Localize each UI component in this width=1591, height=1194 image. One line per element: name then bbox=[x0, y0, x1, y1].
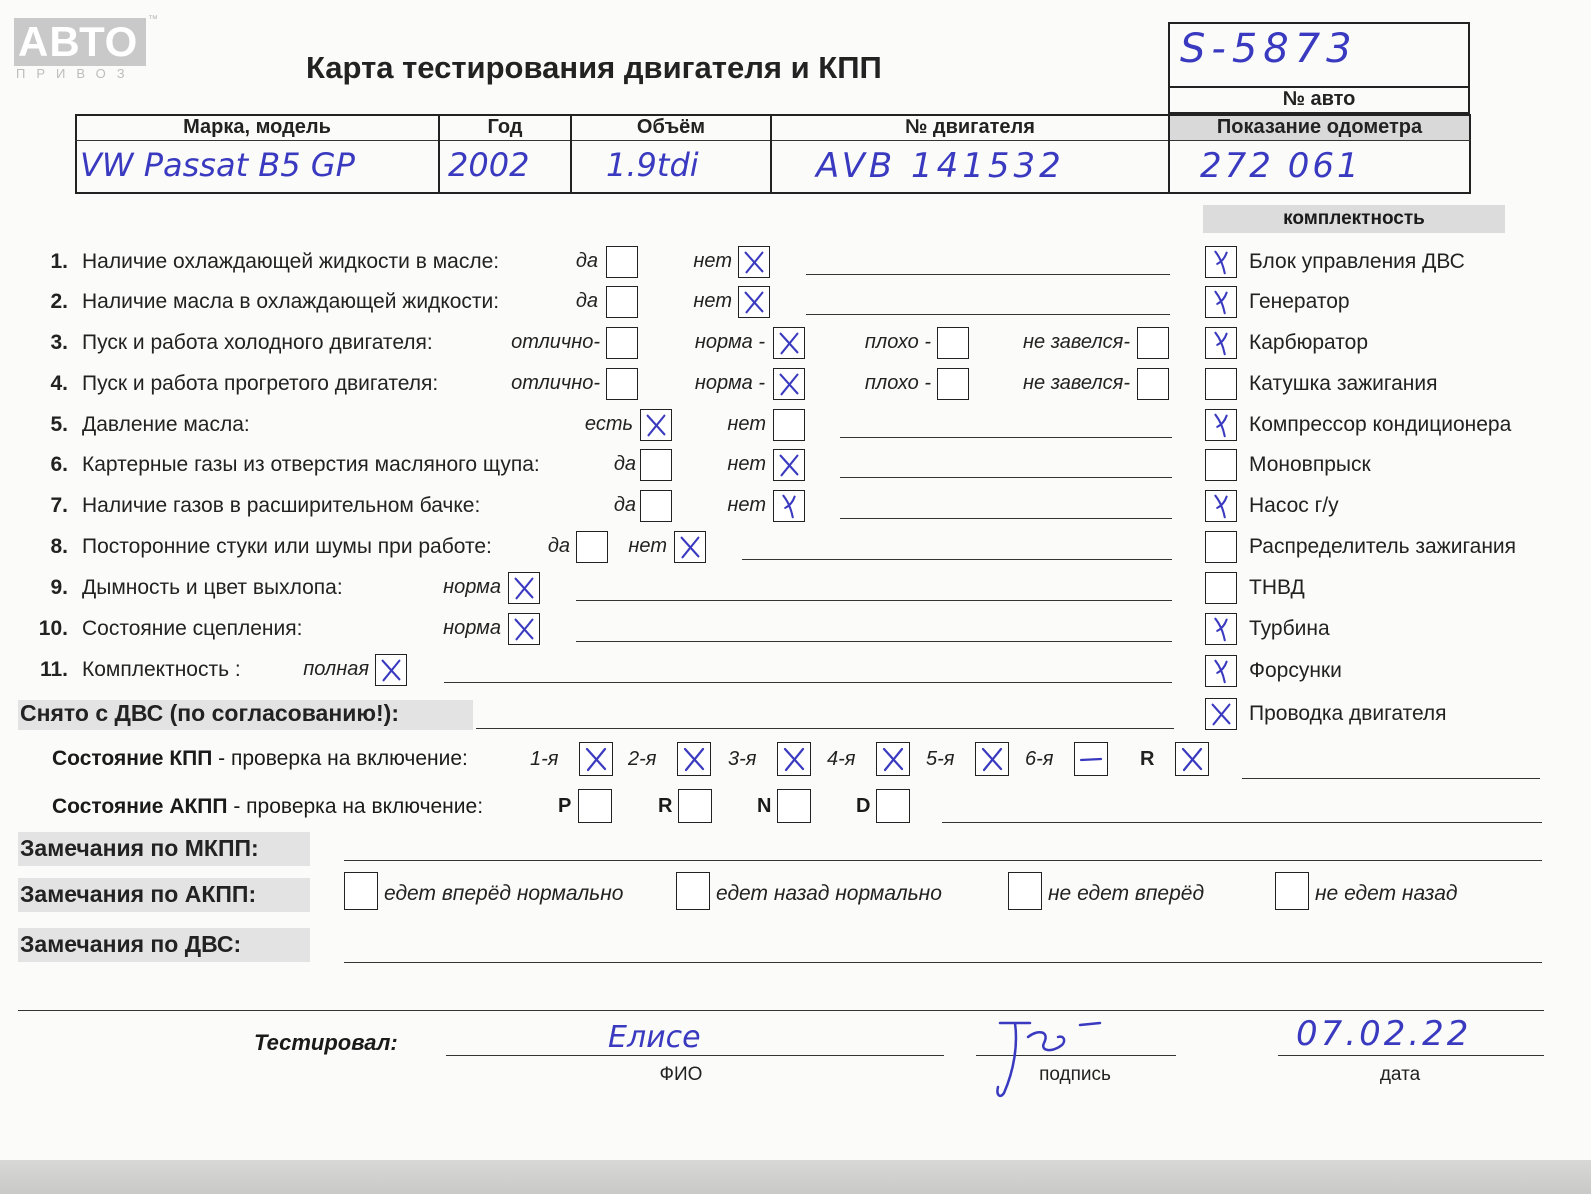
question-number: 7. bbox=[50, 494, 68, 517]
answer-line[interactable] bbox=[576, 600, 1172, 601]
option-label: да bbox=[547, 535, 570, 557]
akpp-remark-label: едет вперёд нормально bbox=[384, 882, 624, 905]
option-label: нет bbox=[727, 453, 766, 475]
kit-item-label: Карбюратор bbox=[1249, 331, 1369, 354]
question-number: 4. bbox=[50, 372, 68, 395]
kit-item-label: Распределитель зажигания bbox=[1249, 535, 1517, 558]
option-checkbox[interactable] bbox=[937, 368, 969, 400]
akpp-mode-label: P bbox=[558, 795, 572, 817]
akpp-mode-label: D bbox=[856, 795, 871, 817]
akpp-mode-checkbox[interactable] bbox=[777, 789, 811, 823]
kpp-label bbox=[52, 747, 468, 771]
option-label: норма - bbox=[694, 331, 765, 353]
option-label: да bbox=[613, 453, 636, 475]
fio-line[interactable] bbox=[446, 1055, 944, 1056]
akpp-mode-checkbox[interactable] bbox=[876, 789, 910, 823]
akpp-mode-label: R bbox=[658, 795, 673, 817]
kit-item-label: Моновпрыск bbox=[1249, 453, 1371, 476]
make-model-value: VW Passat B5 GP bbox=[80, 146, 355, 184]
scan-edge bbox=[0, 1160, 1591, 1194]
akpp-remark-label: не едет назад bbox=[1315, 882, 1458, 905]
option-checkbox[interactable] bbox=[508, 572, 540, 604]
question-text: Состояние сцепления: bbox=[82, 617, 303, 640]
question-text: Давление масла: bbox=[82, 413, 250, 436]
gear-checkbox[interactable] bbox=[876, 742, 910, 776]
question-text: Пуск и работа холодного двигателя: bbox=[82, 331, 433, 354]
page-title: Карта тестирования двигателя и КПП bbox=[306, 50, 882, 85]
kit-item-label: Компрессор кондиционера bbox=[1249, 413, 1512, 436]
kit-checkbox[interactable] bbox=[1205, 449, 1237, 481]
header-divider bbox=[75, 140, 1471, 141]
kit-checkbox[interactable] bbox=[1205, 698, 1237, 730]
akpp-line[interactable] bbox=[942, 822, 1542, 823]
remarks-mkpp-label: Замечания по МКПП: bbox=[20, 835, 259, 861]
akpp-remark-checkbox[interactable] bbox=[676, 872, 710, 910]
option-label: не завелся- bbox=[1023, 372, 1130, 394]
gear-checkbox[interactable] bbox=[777, 742, 811, 776]
kit-checkbox[interactable] bbox=[1205, 368, 1237, 400]
col-make-model: Марка, модель bbox=[183, 116, 331, 138]
remarks-akpp-label: Замечания по АКПП: bbox=[20, 881, 257, 907]
kit-item-label: ТНВД bbox=[1249, 576, 1305, 599]
kit-item-label: Турбина bbox=[1249, 617, 1330, 640]
remarks-mkpp-line[interactable] bbox=[344, 860, 1542, 861]
gear-checkbox[interactable] bbox=[677, 742, 711, 776]
gear-checkbox[interactable] bbox=[1074, 742, 1108, 776]
car-no-value: S-5873 bbox=[1180, 26, 1358, 72]
akpp-label bbox=[52, 795, 483, 819]
remarks-dvs-line-2[interactable] bbox=[18, 1010, 1544, 1011]
fio-value: Елисе bbox=[608, 1020, 701, 1055]
akpp-mode-label: N bbox=[757, 795, 772, 817]
kit-checkbox[interactable] bbox=[1205, 572, 1237, 604]
kit-checkbox[interactable] bbox=[1205, 327, 1237, 359]
gear-label: 3-я bbox=[728, 748, 757, 770]
option-label: есть bbox=[584, 413, 633, 435]
logo-text: АВТО bbox=[18, 18, 139, 65]
question-text: Комплектность : bbox=[82, 658, 241, 681]
kit-title: комплектность bbox=[1203, 205, 1505, 233]
question-text: Дымность и цвет выхлопа: bbox=[82, 576, 343, 599]
akpp-remark-label: не едет вперёд bbox=[1048, 882, 1205, 905]
akpp-mode-checkbox[interactable] bbox=[578, 789, 612, 823]
akpp-label-bold: Состояние АКПП bbox=[52, 795, 228, 818]
kit-item-label: Форсунки bbox=[1249, 659, 1342, 682]
answer-line[interactable] bbox=[806, 274, 1170, 275]
option-checkbox[interactable] bbox=[508, 613, 540, 645]
question-number: 9. bbox=[50, 576, 68, 599]
option-checkbox[interactable] bbox=[773, 449, 805, 481]
kit-item-label: Насос г/у bbox=[1249, 494, 1339, 517]
gear-label: 5-я bbox=[926, 748, 955, 770]
question-number: 3. bbox=[50, 331, 68, 354]
question-number: 8. bbox=[50, 535, 68, 558]
question-number: 11. bbox=[39, 658, 68, 681]
question-number: 1. bbox=[50, 250, 68, 273]
option-label: нет bbox=[693, 250, 732, 272]
kpp-line[interactable] bbox=[1242, 778, 1540, 779]
kpp-label-bold: Состояние КПП bbox=[52, 747, 213, 770]
sign-caption: подпись bbox=[1039, 1064, 1111, 1085]
answer-line[interactable] bbox=[576, 641, 1172, 642]
answer-line[interactable] bbox=[840, 437, 1172, 438]
option-label: норма bbox=[443, 576, 501, 598]
option-label: норма bbox=[443, 617, 501, 639]
question-number: 2. bbox=[50, 290, 68, 313]
question-text: Наличие охлаждающей жидкости в масле: bbox=[82, 250, 500, 273]
option-label: да bbox=[575, 290, 598, 312]
date-caption: дата bbox=[1379, 1064, 1421, 1085]
removed-label: Снято с ДВС (по согласованию!): bbox=[20, 700, 399, 726]
akpp-remark-label: едет назад нормально bbox=[716, 882, 942, 905]
question-number: 6. bbox=[50, 453, 68, 476]
kit-item-label: Катушка зажигания bbox=[1249, 372, 1438, 395]
option-label: нет bbox=[628, 535, 667, 557]
answer-line[interactable] bbox=[742, 559, 1172, 560]
logo-tm: ™ bbox=[148, 14, 158, 25]
option-label: плохо - bbox=[864, 331, 931, 353]
tested-by-label: Тестировал: bbox=[254, 1030, 398, 1055]
question-text: Посторонние стуки или шумы при работе: bbox=[82, 535, 492, 558]
kpp-label-rest: - проверка на включение: bbox=[212, 747, 468, 770]
kit-checkbox[interactable] bbox=[1205, 246, 1237, 278]
kit-checkbox[interactable] bbox=[1205, 613, 1237, 645]
gear-checkbox[interactable] bbox=[1175, 742, 1209, 776]
option-checkbox[interactable] bbox=[937, 327, 969, 359]
option-checkbox[interactable] bbox=[674, 531, 706, 563]
option-label: плохо - bbox=[864, 372, 931, 394]
question-text: Наличие газов в расширительном бачке: bbox=[82, 494, 481, 517]
question-text: Пуск и работа прогретого двигателя: bbox=[82, 372, 439, 395]
option-checkbox[interactable] bbox=[773, 490, 805, 522]
option-label: полная bbox=[303, 658, 369, 680]
year-value: 2002 bbox=[448, 146, 530, 184]
question-number: 5. bbox=[50, 413, 68, 436]
gear-checkbox[interactable] bbox=[975, 742, 1009, 776]
option-label: не завелся- bbox=[1023, 331, 1130, 353]
answer-line[interactable] bbox=[840, 518, 1172, 519]
kit-checkbox[interactable] bbox=[1205, 286, 1237, 318]
gear-label: R bbox=[1140, 748, 1155, 770]
option-checkbox[interactable] bbox=[375, 654, 407, 686]
option-checkbox[interactable] bbox=[773, 409, 805, 441]
option-checkbox[interactable] bbox=[1137, 368, 1169, 400]
answer-line[interactable] bbox=[840, 477, 1172, 478]
question-number: 10. bbox=[38, 617, 68, 640]
option-checkbox[interactable] bbox=[738, 286, 770, 318]
akpp-remark-checkbox[interactable] bbox=[344, 872, 378, 910]
question-text: Картерные газы из отверстия масляного щупа: bbox=[82, 453, 540, 476]
col-volume: Объём bbox=[636, 116, 706, 138]
option-label: отлично- bbox=[511, 331, 600, 353]
option-checkbox[interactable] bbox=[1137, 327, 1169, 359]
kit-item-label: Проводка двигателя bbox=[1249, 702, 1447, 725]
engine-no-value: AVB 141532 bbox=[816, 146, 1065, 186]
option-label: норма - bbox=[694, 372, 765, 394]
col-year: Год bbox=[487, 116, 523, 138]
gear-label: 4-я bbox=[827, 748, 856, 770]
gear-label: 6-я bbox=[1025, 748, 1054, 770]
akpp-label-rest: - проверка на включение: bbox=[227, 795, 484, 818]
date-value: 07.02.22 bbox=[1296, 1014, 1472, 1054]
option-label: нет bbox=[727, 413, 766, 435]
kit-checkbox[interactable] bbox=[1205, 490, 1237, 522]
signature bbox=[980, 1015, 1130, 1100]
akpp-remark-checkbox[interactable] bbox=[1008, 872, 1042, 910]
volume-value: 1.9tdi bbox=[606, 146, 699, 184]
date-line[interactable] bbox=[1278, 1055, 1544, 1056]
akpp-remark-checkbox[interactable] bbox=[1275, 872, 1309, 910]
removed-line[interactable] bbox=[476, 728, 1174, 729]
option-label: да bbox=[575, 250, 598, 272]
car-no-label: № авто bbox=[1282, 88, 1356, 110]
kit-checkbox[interactable] bbox=[1205, 655, 1237, 687]
gear-checkbox[interactable] bbox=[579, 742, 613, 776]
odometer-value: 272 061 bbox=[1200, 146, 1362, 186]
kit-checkbox[interactable] bbox=[1205, 409, 1237, 441]
col-odometer: Показание одометра bbox=[1216, 116, 1423, 138]
fio-caption: ФИО bbox=[659, 1064, 703, 1085]
question-text: Наличие масла в охлаждающей жидкости: bbox=[82, 290, 500, 313]
option-label: нет bbox=[727, 494, 766, 516]
option-checkbox[interactable] bbox=[738, 246, 770, 278]
kit-checkbox[interactable] bbox=[1205, 531, 1237, 563]
remarks-dvs-label: Замечания по ДВС: bbox=[20, 931, 242, 957]
remarks-dvs-line[interactable] bbox=[344, 962, 1542, 963]
kit-item-label: Блок управления ДВС bbox=[1249, 250, 1465, 273]
gear-label: 1-я bbox=[530, 748, 559, 770]
option-label: отлично- bbox=[511, 372, 600, 394]
gear-label: 2-я bbox=[628, 748, 657, 770]
option-label: да bbox=[613, 494, 636, 516]
kit-item-label: Генератор bbox=[1249, 290, 1350, 313]
logo-subtitle: ПРИВОЗ bbox=[16, 66, 136, 81]
option-label: нет bbox=[693, 290, 732, 312]
answer-line[interactable] bbox=[806, 314, 1170, 315]
answer-line[interactable] bbox=[444, 682, 1172, 683]
logo bbox=[14, 18, 146, 66]
col-engine-no: № двигателя bbox=[905, 116, 1035, 138]
akpp-mode-checkbox[interactable] bbox=[678, 789, 712, 823]
